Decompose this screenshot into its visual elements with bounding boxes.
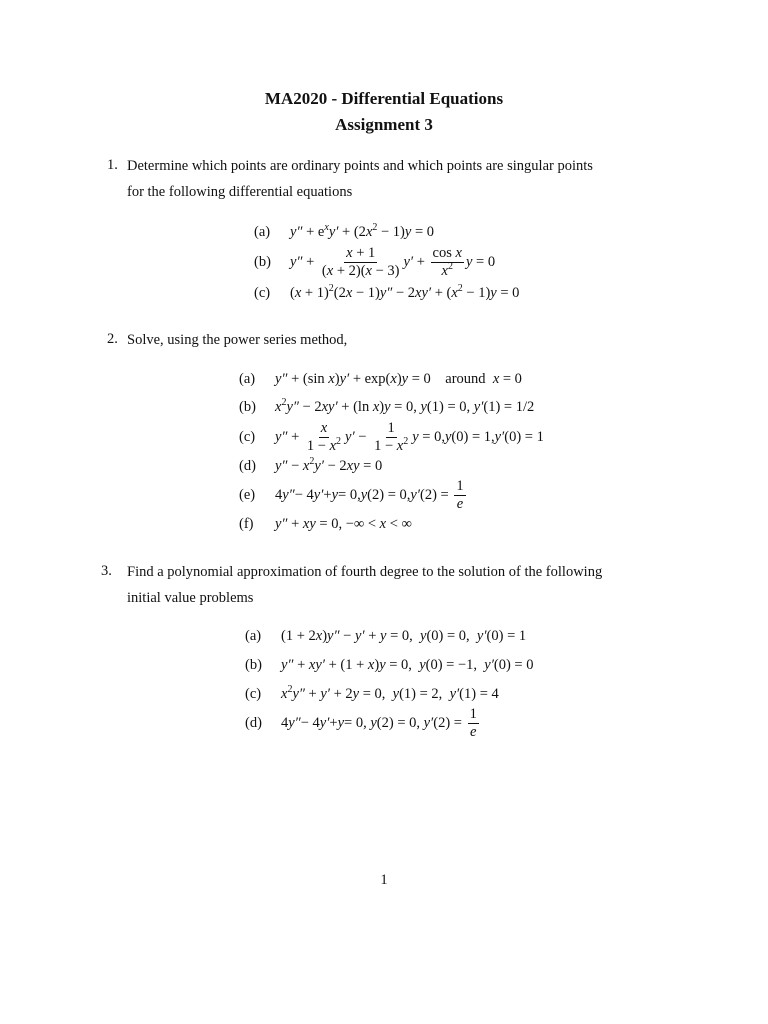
q3-item-c: [245, 684, 499, 704]
q3-item-a-equation: (1 + 2x)y″ − y′ + y = 0, y(0) = 0, y′(0) = 1: [281, 627, 527, 644]
q2-item-c-label: (c): [239, 428, 256, 445]
q2-item-b-label: (b): [239, 398, 256, 415]
q1-item-b-equation: y″ + $\frac{x + 1}{(x + 2)(x - 3)}$ y′ + $\frac{\text{cos x}}{x^2}$ y = 0: [290, 244, 496, 279]
q1-item-a-label: (a): [254, 223, 271, 240]
q2-item-e-label: (e): [239, 486, 256, 503]
q3-item-d: [245, 705, 481, 740]
q1-item-c-equation: $(x + 1)^2(2x - 1)y'' - 2xy' + (x^2 - 1)y = 0$: [290, 282, 520, 301]
q3-item-b: [245, 655, 533, 675]
q3-item-b-label: (b): [245, 656, 262, 673]
q3-item-c-equation: $x^2y'' + y' + 2y = 0$, y(1) = 2, y′(1) = 4: [281, 683, 499, 702]
q1-item-a: [254, 222, 434, 242]
q2-item-d-equation: $y'' - x^2y' - 2xy = 0$: [275, 455, 383, 474]
question-3-number: 3.: [101, 563, 112, 579]
question-2-text: Solve, using the power series method,: [127, 332, 348, 348]
q1-item-c: [254, 283, 519, 303]
page-number: 1: [380, 872, 388, 888]
q1-item-c-label: (c): [254, 284, 271, 301]
q2-item-f-equation: y″ + xy = 0, −∞ < x < ∞: [275, 515, 412, 532]
question-3-text-line1: Find a polynomial approximation of fourth degree to the solution of the following: [127, 564, 603, 580]
q2-item-a-around: around: [445, 370, 486, 387]
question-3-text-line2: initial value problems: [127, 590, 254, 606]
q3-item-c-label: (c): [245, 685, 262, 702]
q2-item-e-equation: 4 y″ − 4 y′ + y = 0, y (2) = 0, y′ (2) = $\frac{1}{e}$: [275, 477, 464, 512]
q2-item-a-label: (a): [239, 370, 256, 387]
question-3-text: [127, 559, 687, 611]
q2-item-b: [239, 397, 534, 417]
q2-item-f: [239, 514, 412, 534]
q3-item-a-label: (a): [245, 627, 262, 644]
course-title: MA2020 - Differential Equations: [264, 89, 504, 108]
question-1-number: 1.: [107, 157, 118, 173]
q2-item-e: [239, 477, 468, 512]
assignment-title: Assignment 3: [335, 115, 433, 134]
q2-item-c-equation: y″ + $\frac{x}{1 - x^2}$ y′ − $\frac{1}{1 - x^2}$ y = 0, y (0) = 1, y′ (0) = 1: [275, 419, 544, 454]
q2-item-d-label: (d): [239, 457, 256, 474]
q2-item-c: [239, 419, 544, 454]
q1-item-b-label: (b): [254, 253, 271, 270]
q1-item-b: [254, 244, 496, 279]
q2-item-d: [239, 456, 382, 476]
q2-item-f-label: (f): [239, 515, 254, 532]
q2-item-b-equation: $x^2y'' - 2xy' + (\ln$ x)y = 0, y(1) = 0, y′(1) = 1/2: [275, 396, 535, 415]
question-2-number: 2.: [107, 331, 118, 347]
q1-item-a-equation: $y'' + e^xy' + (2x^2 - 1)y = 0$: [290, 221, 435, 240]
q3-item-b-equation: y″ + xy′ + (1 + x)y = 0, y(0) = −1, y′(0) = 0: [281, 656, 534, 673]
q3-item-d-label: (d): [245, 714, 262, 731]
q2-item-a: [239, 369, 522, 389]
q3-item-d-equation: 4 y″ − 4 y′ + y = 0, y (2) = 0, y′ (2) = $\frac{1}{e}$: [281, 705, 477, 740]
question-1-text: [127, 153, 687, 205]
q2-item-a-equation: y″ + (sin x)y′ + exp(x)y = 0 around x = 0: [275, 370, 522, 387]
q3-item-a: [245, 626, 526, 646]
question-1-text-line2: for the following differential equations: [127, 184, 353, 200]
question-1-text-line1: Determine which points are ordinary points and which points are singular points: [127, 158, 593, 174]
